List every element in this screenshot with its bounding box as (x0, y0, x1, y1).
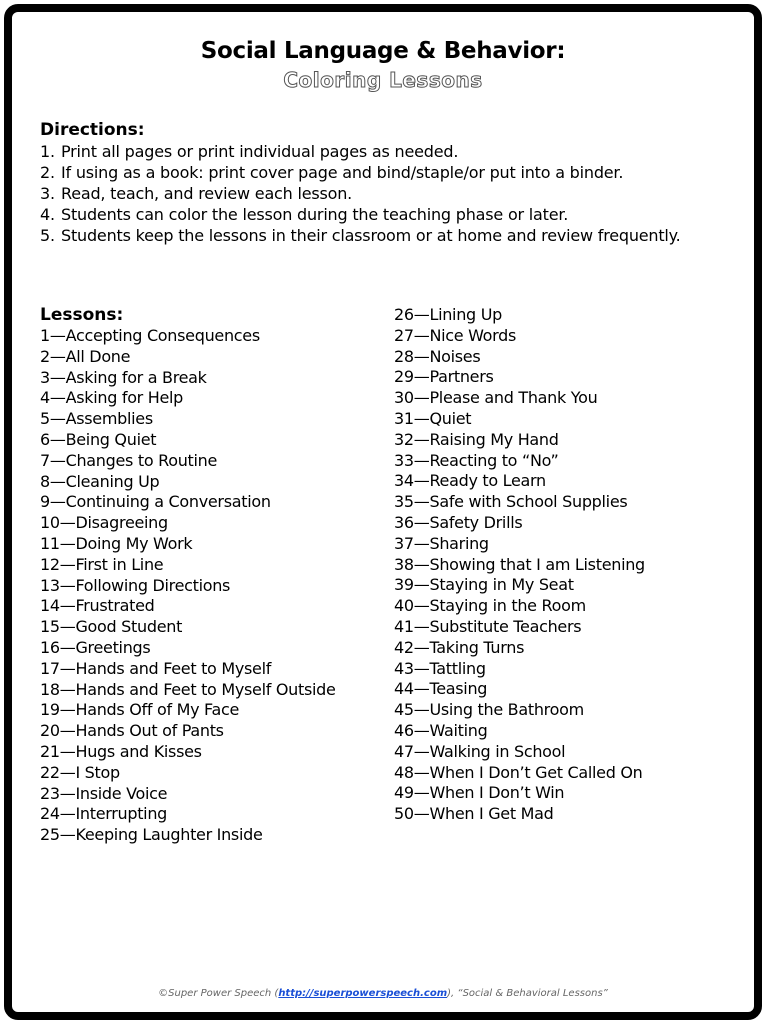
lesson-item: 30—Please and Thank You (394, 388, 598, 408)
page-title: Social Language & Behavior: (200, 38, 566, 64)
lesson-item: 37—Sharing (394, 533, 489, 553)
footer-prefix: ©Super Power Speech ( (158, 988, 279, 999)
page-subtitle: Coloring Lessons (283, 68, 483, 92)
lesson-item: 42—Taking Turns (394, 637, 525, 657)
lesson-item: 47—Walking in School (394, 741, 566, 761)
directions-list (40, 141, 740, 246)
lesson-item: 23—Inside Voice (40, 783, 168, 803)
direction-text: Students can color the lesson during the teaching phase or later. (61, 205, 569, 224)
lesson-item: 49—When I Don’t Win (394, 783, 565, 803)
footer-link[interactable]: http://superpowerspeech.com (278, 988, 448, 999)
lesson-item: 12—First in Line (40, 554, 164, 574)
lesson-item: 19—Hands Off of My Face (40, 700, 240, 720)
lesson-item: 8—Cleaning Up (40, 471, 160, 491)
lesson-item: 28—Noises (394, 346, 481, 366)
direction-number: 4. (40, 205, 55, 224)
lesson-item: 18—Hands and Feet to Myself Outside (40, 679, 336, 699)
lesson-item: 39—Staying in My Seat (394, 575, 574, 595)
lesson-item: 43—Tattling (394, 658, 486, 678)
direction-number: 1. (40, 142, 55, 161)
footer-credit (12, 988, 754, 999)
direction-number: 3. (40, 184, 55, 203)
lesson-item: 11—Doing My Work (40, 533, 193, 553)
direction-item (40, 183, 740, 204)
footer-suffix: ), “Social & Behavioral Lessons” (447, 988, 608, 999)
lessons-section (40, 305, 750, 846)
page-frame (4, 4, 762, 1020)
direction-text: Print all pages or print individual pages as needed. (61, 142, 459, 161)
lesson-item: 41—Substitute Teachers (394, 616, 582, 636)
lesson-item: 36—Safety Drills (394, 512, 523, 532)
lesson-item: 16—Greetings (40, 637, 151, 657)
lesson-item: 25—Keeping Laughter Inside (40, 825, 263, 845)
lesson-item: 38—Showing that I am Listening (394, 554, 645, 574)
lessons-left-column (40, 326, 394, 846)
lesson-item: 35—Safe with School Supplies (394, 492, 628, 512)
direction-item (40, 141, 740, 162)
lesson-item: 48—When I Don’t Get Called On (394, 762, 643, 782)
lesson-item: 45—Using the Bathroom (394, 700, 584, 720)
lesson-item: 6—Being Quiet (40, 429, 157, 449)
directions-section (40, 120, 740, 246)
lesson-item: 40—Staying in the Room (394, 596, 586, 616)
directions-heading: Directions: (40, 120, 145, 140)
direction-item (40, 162, 740, 183)
direction-text: Students keep the lessons in their classroom or at home and review frequently. (61, 226, 681, 245)
lesson-item: 17—Hands and Feet to Myself (40, 658, 272, 678)
direction-item (40, 204, 740, 225)
lesson-item: 4—Asking for Help (40, 388, 184, 408)
lesson-item: 33—Reacting to “No” (394, 450, 559, 470)
direction-text: If using as a book: print cover page and bind/staple/or put into a binder. (61, 163, 624, 182)
lesson-item: 5—Assemblies (40, 409, 153, 429)
lesson-item: 26—Lining Up (394, 305, 502, 324)
lesson-item: 20—Hands Out of Pants (40, 721, 224, 741)
lesson-item: 29—Partners (394, 367, 494, 387)
lesson-item: 31—Quiet (394, 408, 472, 428)
lessons-heading: Lessons: (40, 305, 124, 325)
lesson-item: 14—Frustrated (40, 596, 155, 616)
lesson-item: 24—Interrupting (40, 804, 168, 824)
direction-number: 5. (40, 226, 55, 245)
lesson-item: 15—Good Student (40, 617, 183, 637)
lesson-item: 46—Waiting (394, 720, 488, 740)
direction-text: Read, teach, and review each lesson. (61, 184, 353, 203)
lesson-item: 44—Teasing (394, 679, 488, 699)
direction-item (40, 225, 740, 246)
lesson-item: 10—Disagreeing (40, 513, 168, 533)
lesson-item: 32—Raising My Hand (394, 429, 559, 449)
lesson-item: 50—When I Get Mad (394, 804, 554, 824)
lesson-item: 22—I Stop (40, 762, 120, 782)
lessons-right-column (394, 305, 744, 846)
lesson-item: 7—Changes to Routine (40, 450, 218, 470)
lesson-item: 21—Hugs and Kisses (40, 741, 202, 761)
lesson-item: 9—Continuing a Conversation (40, 492, 271, 512)
direction-number: 2. (40, 163, 55, 182)
lesson-item: 34—Ready to Learn (394, 471, 546, 491)
lesson-item: 1—Accepting Consequences (40, 326, 260, 345)
lesson-item: 27—Nice Words (394, 325, 517, 345)
lesson-item: 3—Asking for a Break (40, 367, 207, 387)
lesson-item: 2—All Done (40, 346, 131, 366)
lesson-item: 13—Following Directions (40, 575, 231, 595)
